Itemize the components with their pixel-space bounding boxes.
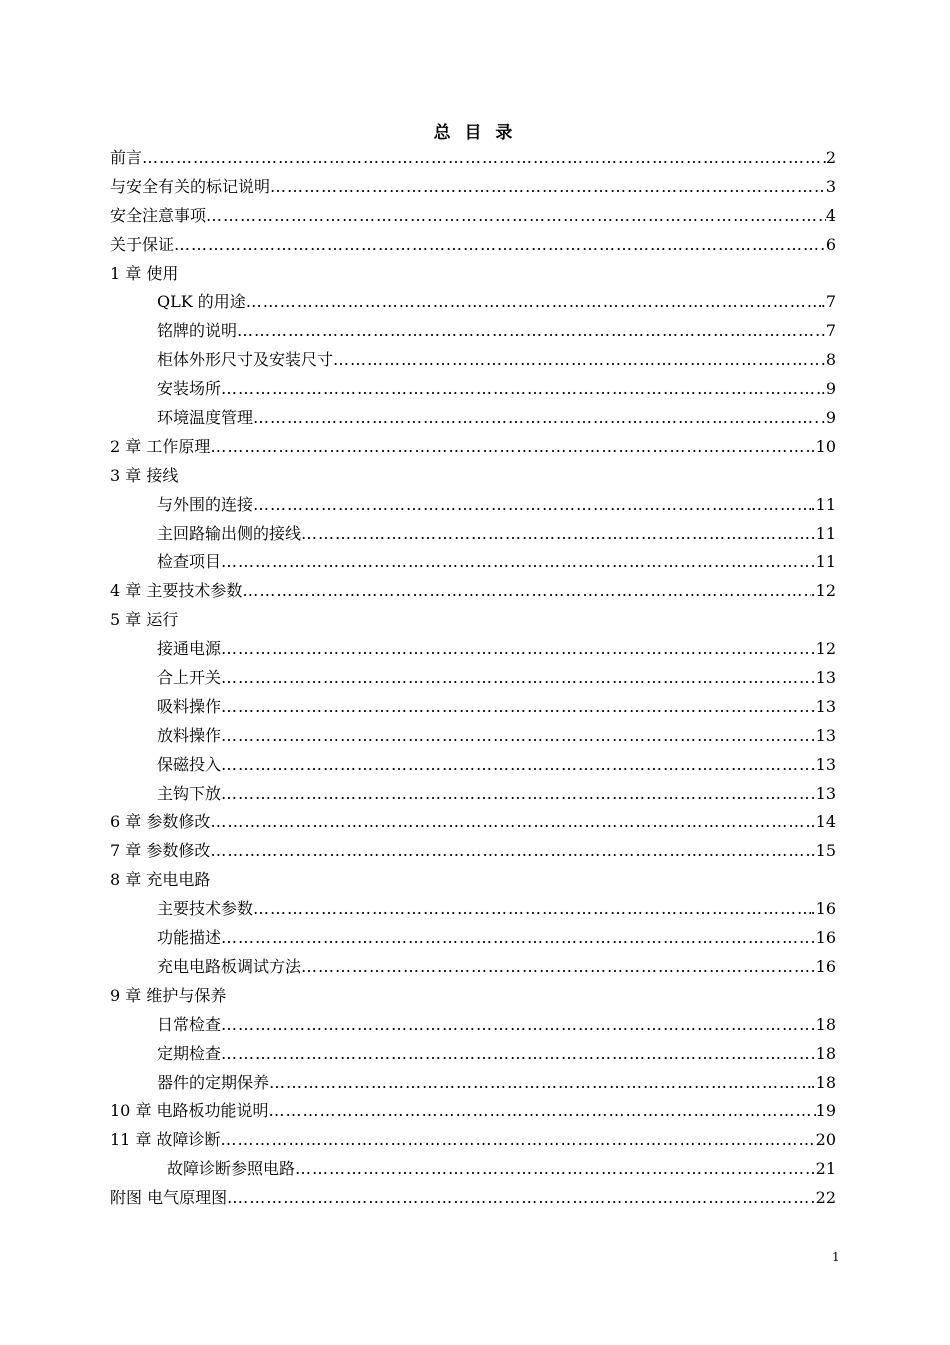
- toc-entry[interactable]: [110, 664, 836, 693]
- toc-entry-page: .15: [810, 841, 836, 861]
- toc-entry-page: .18: [810, 1014, 836, 1034]
- leader-dots: [221, 1126, 816, 1155]
- leader-dots: [221, 664, 811, 693]
- toc-entry-label: 11 章 故障诊断: [110, 1130, 221, 1150]
- leader-dots: [232, 1184, 815, 1213]
- toc-entry-label: QLK 的用途: [157, 292, 246, 312]
- table-of-contents: [110, 144, 836, 1213]
- toc-entry-label: 3 章 接线: [110, 465, 179, 485]
- leader-dots: [242, 577, 810, 606]
- leader-dots: [174, 231, 826, 260]
- leader-dots: [221, 635, 811, 664]
- toc-entry-label: 关于保证: [110, 234, 175, 254]
- leader-dots: [142, 144, 826, 173]
- leader-dots: [221, 924, 811, 953]
- toc-entry-label: 主要技术参数: [157, 899, 254, 919]
- toc-entry-page: .12: [810, 581, 836, 601]
- toc-entry[interactable]: [110, 1011, 836, 1040]
- toc-entry[interactable]: [110, 953, 836, 982]
- toc-entry[interactable]: [110, 491, 836, 520]
- leader-dots: [246, 288, 821, 317]
- toc-entry-page: 6: [825, 234, 836, 254]
- toc-entry-label: 环境温度管理: [157, 408, 254, 428]
- toc-entry-page: .16: [810, 928, 836, 948]
- toc-entry[interactable]: [110, 404, 836, 433]
- toc-title: 总 目 录: [433, 123, 517, 143]
- toc-entry[interactable]: [110, 635, 836, 664]
- toc-entry[interactable]: [110, 375, 836, 404]
- toc-entry-page: 19: [815, 1101, 836, 1121]
- leader-dots: [210, 837, 810, 866]
- toc-entry-label: 附图 电气原理图.: [110, 1188, 233, 1208]
- leader-dots: [253, 404, 821, 433]
- leader-dots: [301, 520, 811, 549]
- toc-entry[interactable]: [110, 1184, 836, 1213]
- toc-entry-label: 柜体外形尺寸及安装尺寸: [157, 350, 334, 370]
- leader-dots: [210, 433, 810, 462]
- toc-entry-page: .13: [810, 725, 836, 745]
- toc-entry[interactable]: [110, 346, 836, 375]
- toc-entry-label: 日常检查: [157, 1014, 222, 1034]
- toc-entry[interactable]: [110, 433, 836, 462]
- toc-entry[interactable]: [110, 144, 836, 173]
- leader-dots: [301, 953, 811, 982]
- leader-dots: [221, 1040, 811, 1069]
- toc-chapter-heading[interactable]: [110, 260, 836, 289]
- toc-entry-label: 保磁投入: [157, 754, 222, 774]
- toc-entry[interactable]: [110, 202, 836, 231]
- toc-chapter-heading[interactable]: [110, 982, 836, 1011]
- toc-entry-page: .18: [810, 1072, 836, 1092]
- toc-entry-page: .13: [810, 696, 836, 716]
- toc-entry-label: 吸料操作: [157, 696, 222, 716]
- leader-dots: [221, 751, 811, 780]
- leader-dots: [221, 375, 821, 404]
- leader-dots: [221, 693, 811, 722]
- toc-entry-page: .18: [810, 1043, 836, 1063]
- toc-entry[interactable]: [110, 520, 836, 549]
- toc-entry-page: .7: [820, 292, 836, 312]
- toc-chapter-heading[interactable]: [110, 606, 836, 635]
- leader-dots: [270, 173, 826, 202]
- toc-entry-label: 定期检查: [157, 1043, 222, 1063]
- leader-dots: [206, 202, 826, 231]
- toc-entry[interactable]: [110, 1069, 836, 1098]
- toc-entry-page: .14: [810, 812, 836, 832]
- toc-entry-label: 检查项目: [157, 552, 222, 572]
- toc-entry[interactable]: [110, 1126, 836, 1155]
- leader-dots: [221, 780, 811, 809]
- toc-entry[interactable]: [110, 722, 836, 751]
- toc-entry-label: 5 章 运行: [110, 610, 179, 630]
- toc-entry-page: 22: [815, 1188, 836, 1208]
- toc-entry[interactable]: [110, 924, 836, 953]
- toc-entry-page: 21: [815, 1159, 836, 1179]
- toc-entry[interactable]: [110, 780, 836, 809]
- toc-entry-label: 安全注意事项: [110, 205, 207, 225]
- toc-entry-label: 主钩下放: [157, 783, 222, 803]
- toc-entry-page: .11: [810, 494, 836, 514]
- toc-entry-page: .12: [810, 639, 836, 659]
- toc-entry-label: 9 章 维护与保养: [110, 985, 227, 1005]
- leader-dots: [253, 491, 811, 520]
- toc-entry-page: .11: [810, 523, 836, 543]
- leader-dots: [295, 1155, 816, 1184]
- leader-dots: [221, 548, 811, 577]
- leader-dots: [221, 722, 811, 751]
- toc-entry-page: .8: [820, 350, 836, 370]
- leader-dots: [237, 317, 821, 346]
- toc-entry-page: .9: [820, 379, 836, 399]
- toc-entry-label: 器件的定期保养: [157, 1072, 270, 1092]
- toc-entry-page: 20: [815, 1130, 836, 1150]
- toc-entry-label: 6 章 参数修改: [110, 812, 211, 832]
- toc-entry-label: 2 章 工作原理: [110, 436, 211, 456]
- leader-dots: [269, 1069, 811, 1098]
- toc-entry[interactable]: [110, 231, 836, 260]
- toc-entry[interactable]: [110, 751, 836, 780]
- leader-dots: [333, 346, 821, 375]
- toc-entry-page: 3: [825, 176, 836, 196]
- toc-entry-page: .7: [820, 321, 836, 341]
- toc-entry[interactable]: [110, 173, 836, 202]
- toc-entry-label: 放料操作: [157, 725, 222, 745]
- toc-entry-label: 10 章 电路板功能说明: [110, 1101, 269, 1121]
- toc-entry-page: 2: [825, 148, 836, 167]
- toc-entry-page: .13: [810, 668, 836, 688]
- toc-entry-label: 功能描述: [157, 928, 222, 948]
- leader-dots: [210, 808, 810, 837]
- toc-entry-label: 前言: [110, 148, 143, 167]
- toc-entry-label: 7 章 参数修改: [110, 841, 211, 861]
- toc-entry-label: 与外围的连接: [157, 494, 254, 514]
- toc-entry-label: 主回路输出侧的接线: [157, 523, 302, 543]
- toc-entry[interactable]: [110, 1097, 836, 1126]
- toc-chapter-heading[interactable]: [110, 866, 836, 895]
- toc-entry-page: .16: [810, 956, 836, 976]
- toc-entry-page: .16: [810, 899, 836, 919]
- toc-entry-label: 与安全有关的标记说明: [110, 176, 271, 196]
- toc-entry[interactable]: [110, 837, 836, 866]
- toc-entry-label: 故障诊断参照电路: [167, 1159, 296, 1179]
- toc-entry-page: .9: [820, 408, 836, 428]
- toc-entry[interactable]: [110, 288, 836, 317]
- toc-entry-label: 接通电源: [157, 639, 222, 659]
- toc-entry-label: 8 章 充电电路: [110, 870, 211, 890]
- toc-entry[interactable]: [110, 548, 836, 577]
- toc-entry-page: .13: [810, 783, 836, 803]
- leader-dots: [221, 1011, 811, 1040]
- toc-entry-page: .10: [810, 436, 836, 456]
- toc-entry-label: 充电电路板调试方法: [157, 956, 302, 976]
- toc-entry-page: .13: [810, 754, 836, 774]
- toc-entry[interactable]: [110, 317, 836, 346]
- toc-entry-label: 4 章 主要技术参数: [110, 581, 243, 601]
- toc-entry-label: 安装场所: [157, 379, 222, 399]
- leader-dots: [269, 1097, 816, 1126]
- toc-entry[interactable]: [110, 895, 836, 924]
- toc-entry[interactable]: [110, 693, 836, 722]
- page-number: 1: [832, 1250, 840, 1264]
- toc-entry[interactable]: [110, 1155, 836, 1184]
- toc-entry-label: 合上开关: [157, 668, 222, 688]
- toc-entry-page: .11: [810, 552, 836, 572]
- toc-entry[interactable]: [110, 808, 836, 837]
- toc-entry[interactable]: [110, 1040, 836, 1069]
- toc-entry-label: 铭牌的说明: [157, 321, 238, 341]
- toc-entry-label: 1 章 使用: [110, 263, 179, 283]
- toc-entry[interactable]: [110, 577, 836, 606]
- toc-entry-page: 4: [825, 205, 836, 225]
- leader-dots: [253, 895, 811, 924]
- toc-chapter-heading[interactable]: [110, 462, 836, 491]
